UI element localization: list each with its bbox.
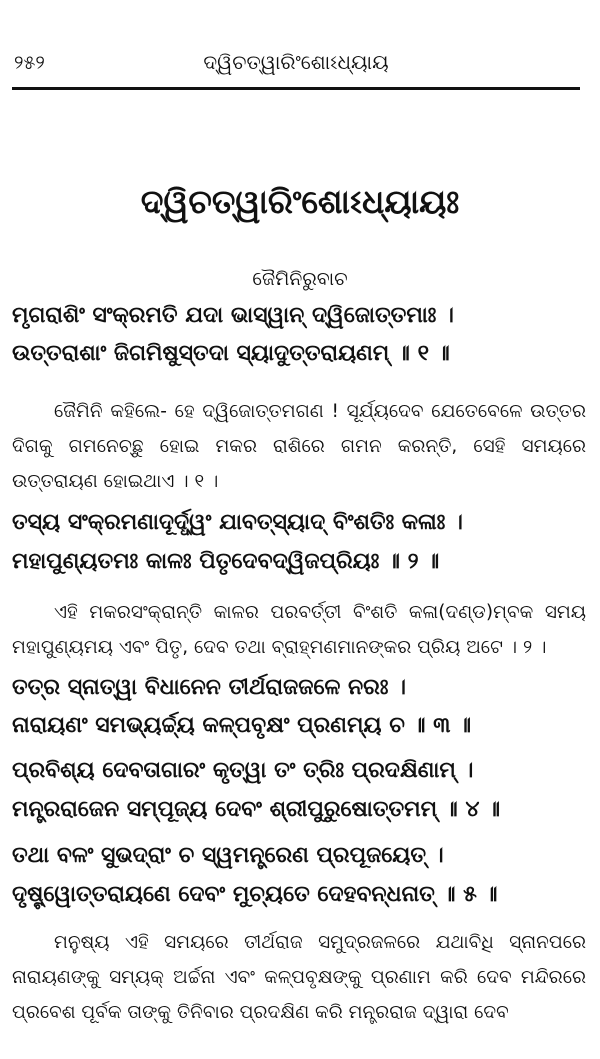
verse-line: ପ୍ରବିଶ୍ୟ ଦେବତାଗାରଂ କୃତ୍ୱା ତଂ ତ୍ରିଃ ପ୍ରଦକ୍ଷିଣାମ୍ ।: [12, 758, 474, 783]
prose-text: ଜୈମିନି କହିଲେ- ହେ ଦ୍ୱିଜୋତ୍ତମଗଣ ! ସୂର୍ଯ୍ୟଦେବ ଯେତେବେଳେ ଉତ୍ତର ଦିଗକୁ ଗମନେଚ୍ଛୁ ହୋଇ ମକର ରାଶିରେ ଗମନ କରନ୍ତି, ସେହି ସମୟରେ ଉତ୍ତରାୟଣ ହୋଇଥାଏ । ୧ ।: [12, 401, 586, 492]
prose-text: ଏହି ମକରସଂକ୍ରାନ୍ତି କାଳର ପରବର୍ତ୍ତୀ ବିଂଶତି କଳା(ଦଣ୍ଡ)ମ୍ବକ ସମୟ ମହାପୁଣ୍ୟମୟ ଏବଂ ପିତୃ, ଦେବ ତଥା ବ୍ରାହ୍ମଣମାନଙ୍କର ପ୍ରିୟ ଅଟେ । ୨ ।: [12, 602, 586, 658]
prose-paragraph: [12, 925, 586, 1030]
verse-line: ମୃଗରାଶିଂ ସଂକ୍ରମତି ଯଦା ଭାସ୍ୱାନ୍ ଦ୍ୱିଜୋତ୍ତମାଃ ।: [12, 303, 454, 328]
verse-line: ତଥା ବଳଂ ସୁଭଦ୍ରାଂ ଚ ସ୍ୱମନ୍ତ୍ରେଣ ପ୍ରପୂଜୟେତ୍ ।: [12, 843, 444, 868]
verse-line: ଦୃଷ୍ଟ୍ୱୋତ୍ତରାୟଣେ ଦେବଂ ମୁଚ୍ୟତେ ଦେହବନ୍ଧନାତ୍ ॥ ୫ ॥: [12, 882, 498, 907]
page-number: ୨୫୨: [14, 52, 45, 74]
prose-paragraph: [12, 595, 586, 665]
running-title: ଦ୍ୱିଚତ୍ୱାରିଂଶୋଽଧ୍ୟାୟ: [203, 50, 389, 74]
verse-line: ତସ୍ୟ ସଂକ୍ରମଣାଦୂର୍ଦ୍ଧ୍ୱଂ ଯାବତ୍ସ୍ୟାଦ୍ ବିଂଶତିଃ କଳାଃ ।: [12, 510, 463, 535]
page-header: [12, 40, 580, 80]
prose-text: ମନୁଷ୍ୟ ଏହି ସମୟରେ ତୀର୍ଥରାଜ ସମୁଦ୍ରଜଳରେ ଯଥାବିଧି ସ୍ନାନପରେ ନାରାୟଣଙ୍କୁ ସମ୍ୟକ୍ ଅର୍ଚ୍ଚନା ଏବଂ କଳ୍ପବୃକ୍ଷଙ୍କୁ ପ୍ରଣାମ କରି ଦେବ ମନ୍ଦିରରେ ପ୍ରବେଶ ପୂର୍ବକ ତାଙ୍କୁ ତିନିବାର ପ୍ରଦକ୍ଷିଣ କରି ମନ୍ତ୍ରରାଜ ଦ୍ୱାରା ଦେବ: [12, 932, 586, 1023]
verse-line: ମହାପୁଣ୍ୟତମଃ କାଳଃ ପିତୃଦେବଦ୍ୱିଜପ୍ରିୟଃ ॥ ୨ ॥: [12, 549, 440, 574]
speaker-line: ଜୈମିନିରୁବାଚ: [252, 268, 348, 290]
prose-paragraph: [12, 394, 586, 499]
verse-line: ତତ୍ର ସ୍ନାତ୍ୱା ବିଧାନେନ ତୀର୍ଥରାଜଜଳେ ନରଃ ।: [12, 675, 406, 700]
verse-line: ଉତ୍ତରାଶାଂ ଜିଗମିଷୁସ୍ତଦା ସ୍ୟାଦୁତ୍ତରାୟଣମ୍ ॥ ୧ ॥: [12, 341, 450, 366]
chapter-title: ଦ୍ୱିଚତ୍ୱାରିଂଶୋଽଧ୍ୟାୟଃ: [140, 182, 460, 221]
verse-line: ନାରାୟଣଂ ସମଭ୍ୟର୍ଚ୍ଚ୍ୟ କଳ୍ପବୃକ୍ଷଂ ପ୍ରଣମ୍ୟ ଚ ॥ ୩ ॥: [12, 713, 472, 738]
header-rule: [12, 87, 580, 90]
verse-line: ମନ୍ତ୍ରରାଜେନ ସମ୍ପୂଜ୍ୟ ଦେବଂ ଶ୍ରୀପୁରୁଷୋତ୍ତମମ୍ ॥ ୪ ॥: [12, 797, 501, 822]
